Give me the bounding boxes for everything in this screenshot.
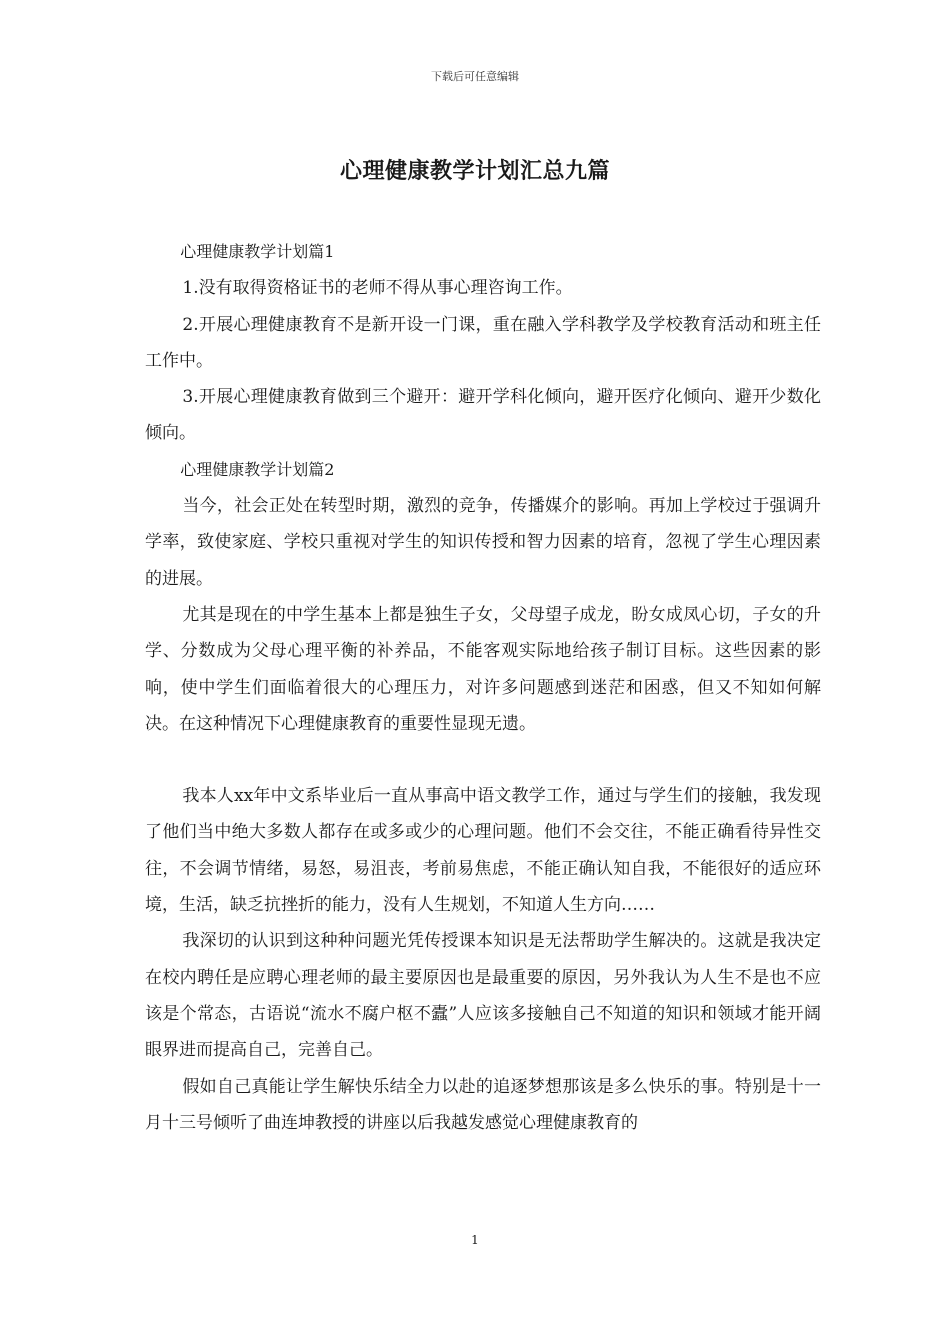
section-heading: 心理健康教学计划篇1 (180, 242, 335, 261)
document-title: 心理健康教学计划汇总九篇 (339, 158, 610, 184)
section-heading: 心理健康教学计划篇2 (180, 459, 335, 479)
paragraph: 3.开展心理健康教育做到三个避开：避开学科化倾向，避开医疗化倾向、避开少数化倾向。 (145, 387, 821, 444)
paragraph: 假如自己真能让学生解快乐结全力以赴的追逐梦想那该是多么快乐的事。特别是十一月十三号倾听了曲连坤教授的讲座以后我越发感觉心理健康教育的 (145, 1076, 821, 1133)
paragraph: 2.开展心理健康教育不是新开设一门课，重在融入学科教学及学校教育活动和班主任工作中。 (145, 314, 821, 371)
paragraph: 当今，社会正处在转型时期，激烈的竞争，传播媒介的影响。再加上学校过于强调升学率，致使家庭、学校只重视对学生的知识传授和智力因素的培育，忽视了学生心理因素的进展。 (145, 496, 821, 589)
paragraph: 1.没有取得资格证书的老师不得从事心理咨询工作。 (182, 278, 573, 299)
page-number: 1 (471, 1233, 479, 1247)
blank-line (145, 742, 821, 778)
paragraph: 尤其是现在的中学生基本上都是独生子女，父母望子成龙，盼女成凤心切，子女的升学、分数成为父母心理平衡的补养品，不能客观实际地给孩子制订目标。这些因素的影响，使中学生们面临着很大的心理压力，对许多问题感到迷茫和困惑，但又不知如何解决。在这种情况下心理健康教育的重要性显现无遗。 (145, 604, 821, 734)
document-body (145, 234, 821, 1141)
header-note: 下载后可任意编辑 (431, 70, 519, 83)
paragraph: 我本人xx年中文系毕业后一直从事高中语文教学工作，通过与学生们的接触，我发现了他们当中绝大多数人都存在或多或少的心理问题。他们不会交往，不能正确看待异性交往，不会调节情绪，易怒，易沮丧，考前易焦虑，不能正确认知自我，不能很好的适应环境，生活，缺乏抗挫折的能力，没有人生规划，不知道人生方向…… (145, 786, 821, 916)
paragraph: 我深切的认识到这种种问题光凭传授课本知识是无法帮助学生解决的。这就是我决定在校内聘任是应聘心理老师的最主要原因也是最重要的原因，另外我认为人生不是也不应该是个常态，古语说“流水不腐户枢不蠹”人应该多接触自己不知道的知识和领域才能开阔眼界进而提高自己，完善自己。 (145, 931, 821, 1061)
